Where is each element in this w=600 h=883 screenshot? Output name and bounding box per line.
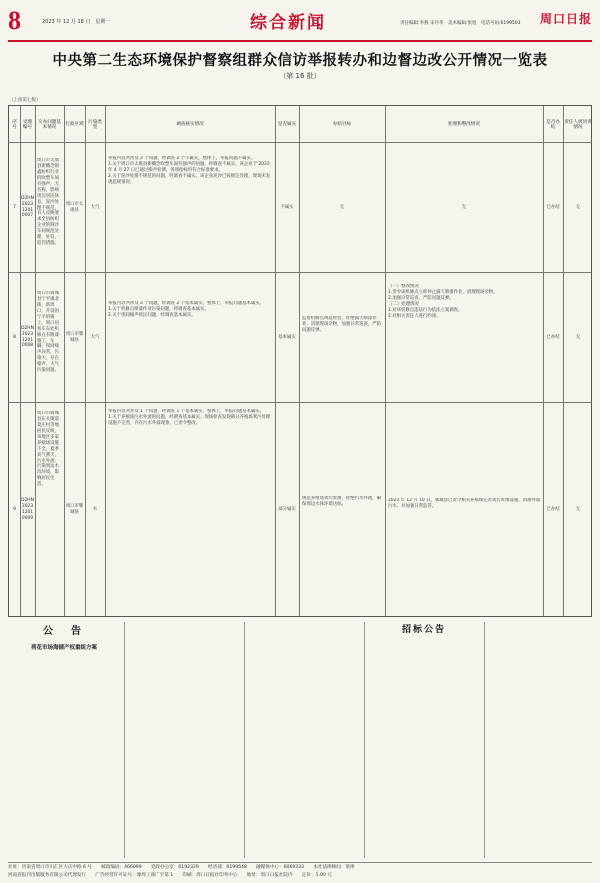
notice-column-4 — [368, 622, 480, 858]
notice-area — [8, 622, 592, 860]
notice-column-3 — [248, 622, 360, 858]
date-line: 2023 年 12 月 18 日 星期一 — [42, 19, 111, 25]
row1-accountable: 无 — [575, 204, 581, 210]
section-title: 综合新闻 — [250, 13, 326, 33]
tender-title: 招标公告 — [401, 625, 446, 635]
row1-is-true: 不属实 — [280, 204, 294, 210]
row2-verify: 举报内容共涉及 2 个问题，经调查 2 个基本属实，整体上，举报问题基本属实。 1.关于机修点喷漆作业污染问题，经调查基本属实。 2.关于夜间噪声扰民问题，经调查基本属实。 — [108, 301, 265, 318]
header-accountable: 责任人被问责情况 — [564, 119, 592, 130]
row3-goal: 规范养殖场粪污处理，杜绝污水外流，确保周边水体环境达标。 — [302, 496, 382, 507]
newspaper-logo: 周口日报 — [539, 12, 592, 26]
header-seq: 序号 — [12, 119, 17, 130]
row2-type: 大气 — [90, 334, 100, 340]
row3-verify: 举报内容共涉及 1 个问题，经调查 1 个基本属实，整体上，举报问题基本属实。 1.关于养殖场污水外流的问题，经调查基本属实。现场检查发现部分养殖场粪污处理设施不完善，存在污水外溢现象，已责令整改。 — [108, 409, 271, 426]
row1-seq: 7 — [13, 204, 16, 210]
notice-subtitle: 荷花市场海铺产权重组方案 — [30, 645, 97, 651]
row3-region: 周口市郸城县 — [65, 504, 84, 515]
row2-problem: 周口市郸城县宁平镇北街、新周口，开设的宁平的镇上，周口居客车东处机修点有散漆施工，车辆、夜间噪声异常，污染大，存在噪声、大气污染问题。 — [37, 291, 59, 374]
footer — [8, 862, 592, 880]
footer-line-1: 社址：河南省周口市川汇区大庆中路 6 号 邮政编码：466099 党政办公室：6192329 经济部：6199548 融媒体中心：6069333 本社法律顾问：梁律 — [8, 865, 355, 870]
masthead-rule — [8, 40, 592, 42]
row3-accountable: 无 — [575, 507, 581, 513]
row1-verify: 举报内容共涉及 2 个问题，经调查 2 个不属实，整体上，举报问题不属实。 1.关于周口市太康县新概念吹塑车间有强声的问题，经调查不属实。该企业于 2023 年 4 月 27 日已通过噪声检测，各项指标均符合标准要求。 2.关于泥沙处理不规范的问题，经调查不属实。该企业泥沙已按规定处理，现场未发现违规情况。 — [108, 156, 271, 185]
row2-done: 已办结 — [546, 334, 560, 340]
header-is-true: 是否属实 — [277, 122, 297, 128]
row3-type: 水 — [92, 507, 98, 513]
row1-id: D2HN202312010007 — [21, 195, 34, 219]
continued-label: （上接第七版） — [9, 98, 41, 103]
header-problem: 交办问题基本情况 — [38, 119, 61, 130]
row1-handle: 无 — [461, 204, 467, 210]
notice-column-5 — [488, 622, 592, 858]
row2-is-true: 基本属实 — [278, 334, 296, 340]
row2-accountable: 无 — [575, 334, 581, 340]
issue-label: （第 16 批） — [279, 72, 321, 80]
row3-done: 已办结 — [546, 507, 560, 513]
masthead — [8, 6, 592, 40]
header-goal: 办结目标 — [332, 122, 352, 128]
row2-goal: 监督机修点规范经营，杜绝露天喷漆作业，清理现场杂物，加强日常巡查，严防问题反弹。 — [302, 316, 382, 333]
row1-type: 大气 — [90, 204, 100, 210]
footer-line-2: 河南省报刊出版服务有限公司代理发行 广告经营许可证号：豫周工商广字第 1 印刷：周口日报社印务中心 地址：周口日报社院内 定价：1.00 元 — [8, 873, 332, 878]
header-verify: 调查核实情况 — [176, 122, 204, 128]
row1-done: 已办结 — [546, 204, 560, 210]
row2-seq: 8 — [13, 334, 16, 340]
row3-problem: 周口市郸城县东关街道夏庄村等地居民反映，该地区多家养殖场设施不全，夏季臭气熏天，污水外流，污染周边水沟环境，影响居民生活。 — [37, 411, 59, 488]
page-number: 8 — [8, 6, 21, 35]
row3-id: D2HN202312010009 — [21, 498, 34, 521]
row2-id: D2HN202312010008 — [21, 325, 34, 349]
notice-title: 公 告 — [43, 626, 85, 637]
row3-is-true: 部分属实 — [278, 507, 296, 513]
row1-region: 周口市太康县 — [65, 201, 84, 213]
row3-seq: 9 — [13, 507, 16, 513]
row2-region: 周口市郸城县 — [65, 331, 84, 343]
header-handle: 处理和整改情况 — [447, 122, 481, 128]
row1-goal: 无 — [339, 204, 345, 210]
header-id: 受理编号 — [22, 119, 33, 130]
report-table — [8, 105, 592, 617]
header-done: 是否办结 — [546, 119, 560, 130]
row2-handle: （一）整改情况 1.责令该机修点立即停止露天喷漆作业，清理现场杂物。 2.加强日常巡查，严防问题反弹。 （二）处理情况 1.对该机修点违法行为依法立案调查。 2.对相关责任人进行约谈。 — [388, 284, 498, 319]
header-region: 行政区域 — [65, 122, 84, 128]
notice-column-1 — [8, 622, 120, 858]
headline: 中央第二生态环境保护督察组群众信访举报转办和边督边改公开情况一览表 — [52, 53, 548, 69]
row1-problem: 周口市太康县新概念锦鑫纺织行业的吹塑车间有强声，无名称，影响周边居民休息，泥沙处理不规范，有人反映要求全县纺织企业的制冷车间规范处理，处罚，追罚措施。 — [37, 158, 59, 247]
notice-column-2 — [128, 622, 240, 858]
row3-handle: 2023 年 12 月 10 日，郸城县已责令相关养殖场完善粪污处理设施，清理外溢污水，并加强日常监管。 — [388, 498, 541, 509]
header-type: 污染类型 — [88, 119, 102, 130]
editor-line: 责任编辑:李燕 宋丹华 美术编辑:张旭 电话号码:6199503 — [400, 21, 521, 26]
